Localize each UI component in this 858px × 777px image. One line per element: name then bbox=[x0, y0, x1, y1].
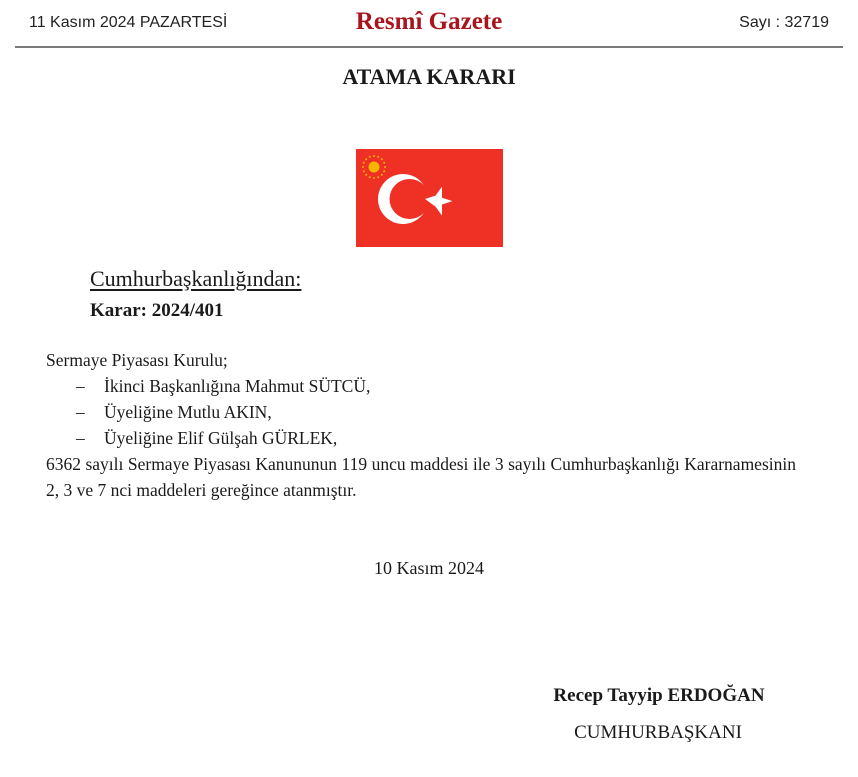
list-item: – Üyeliğine Elif Gülşah GÜRLEK, bbox=[46, 425, 796, 451]
signature-date: 10 Kasım 2024 bbox=[374, 558, 484, 578]
document-body bbox=[46, 347, 796, 503]
gazette-header bbox=[15, 0, 843, 48]
legal-basis-paragraph: 6362 sayılı Sermaye Piyasası Kanununun 119 uncu maddesi ile 3 sayılı Cumhurbaşkanlığı Kararnamesinin 2, 3 ve 7 nci maddeleri gereğince atanmıştır. bbox=[46, 454, 796, 500]
dash-bullet: – bbox=[76, 402, 85, 422]
list-item: – İkinci Başkanlığına Mahmut SÜTCÜ, bbox=[46, 373, 796, 399]
issuing-authority: Cumhurbaşkanlığından: bbox=[90, 266, 302, 291]
turkish-presidential-flag-icon bbox=[356, 149, 503, 247]
document-title: ATAMA KARARI bbox=[342, 64, 516, 89]
signer-name: Recep Tayyip ERDOĞAN bbox=[553, 685, 765, 706]
dash-bullet: – bbox=[76, 376, 85, 396]
gazette-title: Resmî Gazete bbox=[355, 8, 503, 35]
issue-number: Sayı : 32719 bbox=[739, 14, 829, 31]
signer-title: CUMHURBAŞKANI bbox=[574, 722, 742, 743]
header-date: 11 Kasım 2024 PAZARTESİ bbox=[29, 14, 228, 31]
list-item: – Üyeliğine Mutlu AKIN, bbox=[46, 399, 796, 425]
appointment-list bbox=[46, 373, 796, 451]
decision-number: Karar: 2024/401 bbox=[90, 300, 224, 321]
dash-bullet: – bbox=[76, 428, 85, 448]
intro-text: Sermaye Piyasası Kurulu; bbox=[46, 350, 228, 370]
